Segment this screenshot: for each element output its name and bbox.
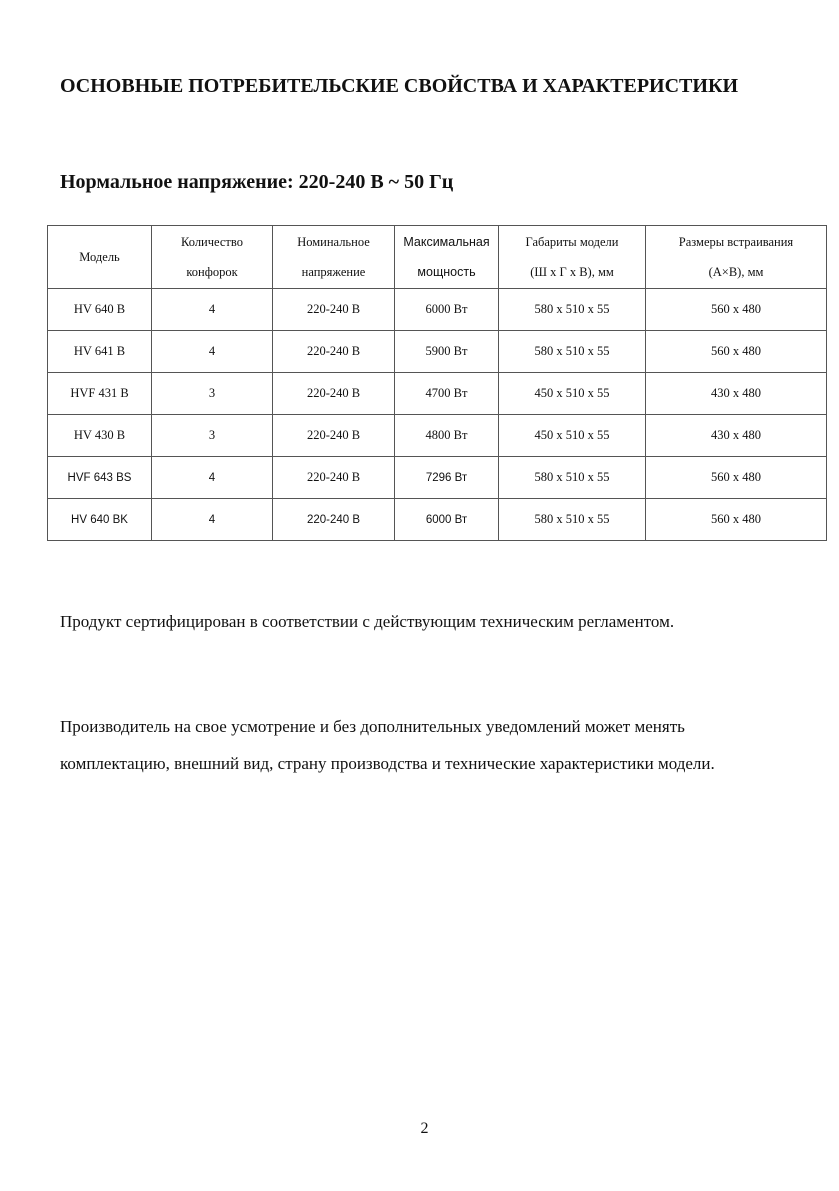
page-number: 2	[420, 1120, 429, 1137]
cell-voltage: 220-240 В	[273, 331, 395, 373]
cell-model: HVF 431 B	[48, 373, 152, 415]
cell-burners: 4	[152, 289, 273, 331]
cell-model: HV 430 B	[48, 415, 152, 457]
cell-dimensions: 450 х 510 х 55	[499, 415, 646, 457]
cell-power: 4800 Вт	[395, 415, 499, 457]
cell-cutout: 560 х 480	[646, 331, 827, 373]
cell-voltage: 220-240 В	[273, 457, 395, 499]
cell-power: 7296 Вт	[395, 457, 499, 499]
table-row	[48, 373, 827, 415]
cell-power: 5900 Вт	[395, 331, 499, 373]
cell-burners: 4	[152, 331, 273, 373]
column-header-voltage: Номинальное напряжение	[273, 226, 395, 289]
cell-power: 6000 Вт	[395, 499, 499, 541]
specs-table	[47, 225, 827, 541]
cell-model: HV 640 BK	[48, 499, 152, 541]
cell-burners: 3	[152, 373, 273, 415]
cell-model: HVF 643 BS	[48, 457, 152, 499]
table-row	[48, 499, 827, 541]
column-header-burners: Количество конфорок	[152, 226, 273, 289]
cell-voltage: 220-240 В	[273, 289, 395, 331]
manufacturer-notice-paragraph: Производитель на свое усмотрение и без дополнительных уведомлений может менять комплектацию, внешний вид, страну производства и технические характеристики модели.	[60, 717, 715, 773]
column-header-cutout: Размеры встраивания (А×В), мм	[646, 226, 827, 289]
table-row	[48, 415, 827, 457]
cell-dimensions: 580 х 510 х 55	[499, 289, 646, 331]
column-header-dimensions: Габариты модели (Ш х Г х В), мм	[499, 226, 646, 289]
cell-dimensions: 580 х 510 х 55	[499, 499, 646, 541]
certification-paragraph: Продукт сертифицирован в соответствии с действующим техническим регламентом.	[60, 612, 675, 631]
cell-voltage: 220-240 В	[273, 415, 395, 457]
cell-dimensions: 580 х 510 х 55	[499, 331, 646, 373]
table-row	[48, 457, 827, 499]
page-title: ОСНОВНЫЕ ПОТРЕБИТЕЛЬСКИЕ СВОЙСТВА И ХАРАКТЕРИСТИКИ	[60, 75, 739, 97]
table-header-row	[48, 226, 827, 289]
cell-dimensions: 450 х 510 х 55	[499, 373, 646, 415]
column-header-power: Максимальная мощность	[395, 226, 499, 289]
cell-burners: 4	[152, 457, 273, 499]
cell-cutout: 560 х 480	[646, 499, 827, 541]
column-header-model: Модель	[48, 226, 152, 289]
cell-power: 4700 Вт	[395, 373, 499, 415]
cell-burners: 4	[152, 499, 273, 541]
cell-power: 6000 Вт	[395, 289, 499, 331]
cell-model: HV 641 B	[48, 331, 152, 373]
table-row	[48, 289, 827, 331]
voltage-heading: Нормальное напряжение: 220-240 В ~ 50 Гц	[60, 171, 454, 193]
cell-cutout: 560 х 480	[646, 289, 827, 331]
table-row	[48, 331, 827, 373]
cell-model: HV 640 B	[48, 289, 152, 331]
cell-dimensions: 580 х 510 х 55	[499, 457, 646, 499]
cell-burners: 3	[152, 415, 273, 457]
cell-voltage: 220-240 В	[273, 373, 395, 415]
cell-cutout: 560 х 480	[646, 457, 827, 499]
cell-cutout: 430 х 480	[646, 415, 827, 457]
cell-cutout: 430 х 480	[646, 373, 827, 415]
cell-voltage: 220-240 В	[273, 499, 395, 541]
